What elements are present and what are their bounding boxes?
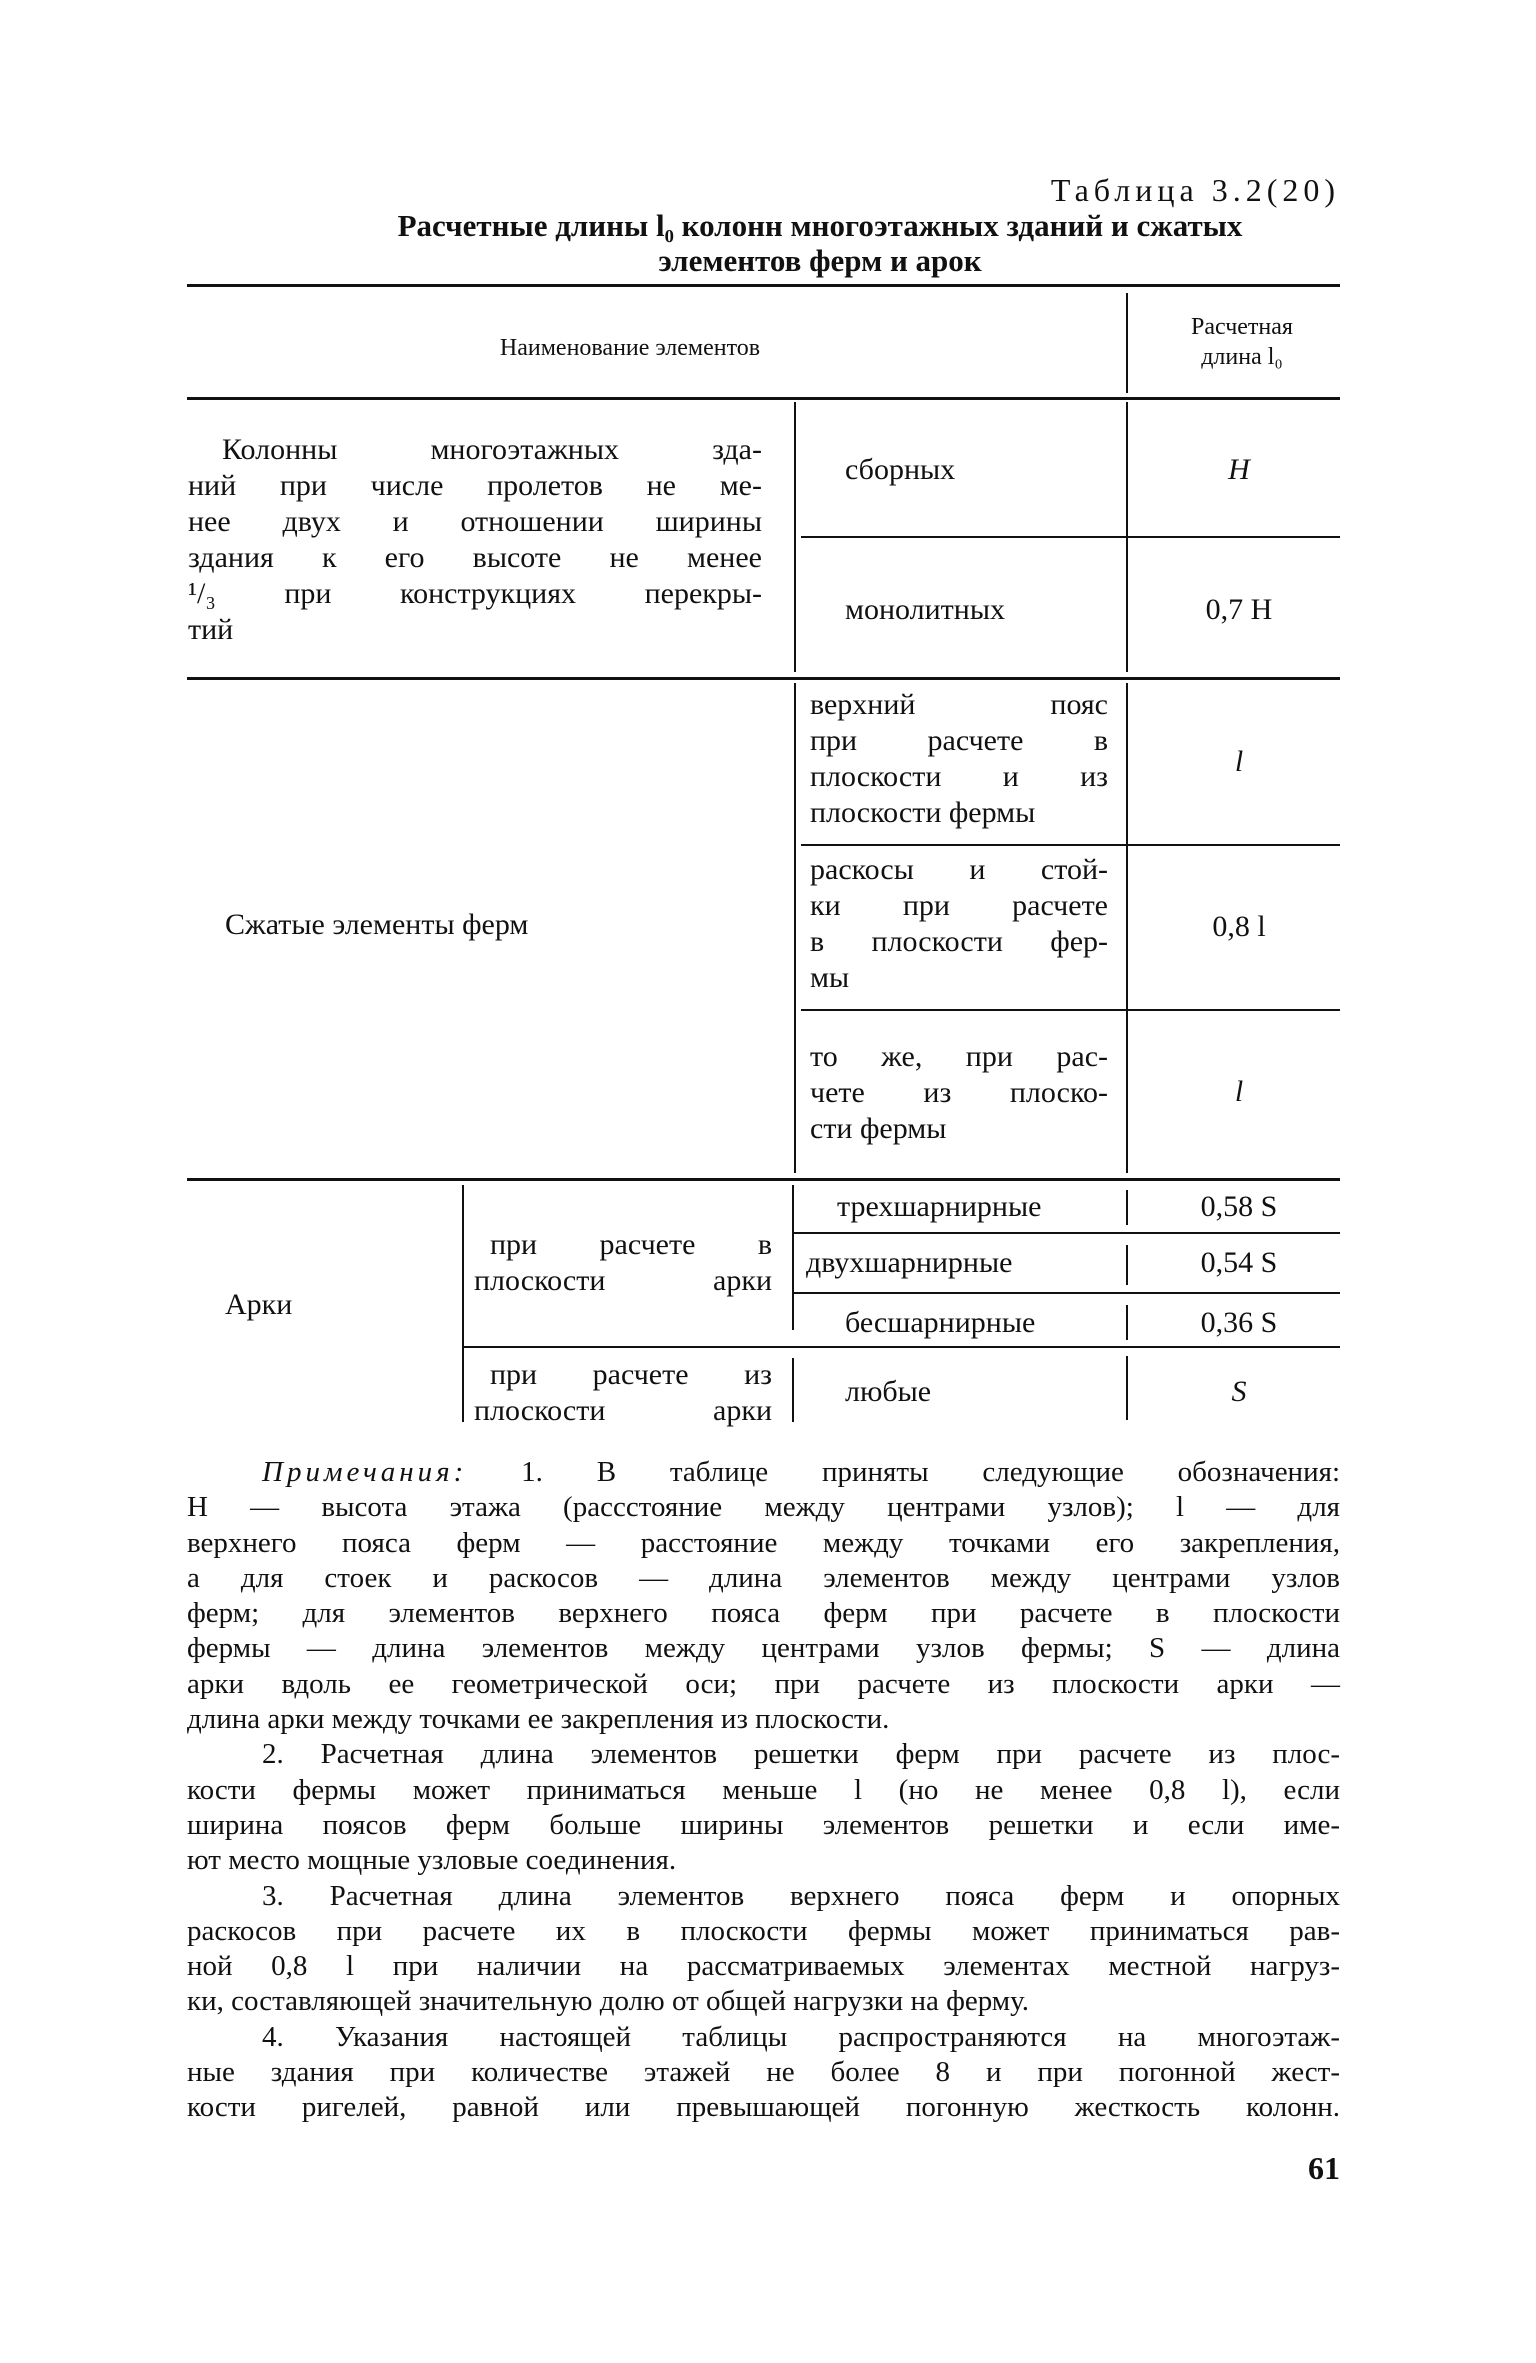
label-line: тий	[188, 613, 234, 646]
arch-out-plane-label	[474, 1357, 772, 1429]
row-type: любые	[845, 1375, 932, 1408]
divider	[801, 844, 1340, 846]
notes-heading: Примечания:	[262, 1456, 468, 1488]
label-line: раскосы и стой-	[810, 853, 1108, 886]
divider	[1126, 1245, 1128, 1285]
note-line: ют место мощные узловые соединения.	[187, 1844, 677, 1877]
label-line: здания к его высоте не менее	[188, 541, 762, 574]
divider	[1126, 683, 1128, 1173]
divider	[801, 1009, 1340, 1011]
row-value: H	[1228, 453, 1250, 486]
label-line: сти фермы	[810, 1112, 947, 1145]
label-line: ки при расчете	[810, 889, 1108, 922]
row-value: 0,54 S	[1200, 1246, 1278, 1279]
row-value: 0,7 H	[1205, 593, 1273, 626]
label-line: плоскости фермы	[810, 796, 1036, 829]
columns-group-label	[188, 432, 762, 648]
note-line: арки вдоль ее геометрической оси; при расчете из плоскости арки —	[187, 1667, 1340, 1700]
arch-in-plane-label	[474, 1227, 772, 1299]
divider	[792, 1292, 1340, 1294]
truss-row-label	[810, 852, 1108, 996]
note-line: 4. Указания настоящей таблицы распространяются на многоэтаж-	[262, 2020, 1340, 2053]
note-line: кости фермы может приниматься меньше l (но не менее 0,8 l), если	[187, 1773, 1340, 1806]
header-bottom-rule	[187, 397, 1340, 400]
label-line: при расчете из	[490, 1358, 772, 1391]
note-line: кости ригелей, равной или превышающей погонную жесткость колонн.	[187, 2091, 1340, 2124]
page-number: 61	[1308, 2150, 1340, 2186]
note-text: 1. В таблице приняты следующие обозначения:	[521, 1456, 1340, 1488]
row-value: l	[1234, 745, 1244, 778]
row-value: 0,8 l	[1212, 910, 1266, 943]
note-line: ки, составляющей значительную долю от общей нагрузки на ферму.	[187, 1985, 1030, 2018]
notes	[187, 1455, 1340, 2126]
header-element-name: Наименование элементов	[499, 335, 761, 361]
group-rule	[187, 677, 1340, 680]
divider	[1126, 1356, 1128, 1420]
note-line: H — высота этажа (рассстояние между центрами узлов); l — для	[187, 1491, 1340, 1524]
note-line: ные здания при количестве этажей не более 8 и при погонной жест-	[187, 2056, 1340, 2089]
note-line: ной 0,8 l при наличии на рассматриваемых элементах местной нагруз-	[187, 1950, 1340, 1983]
table-number: Таблица 3.2(20)	[1050, 172, 1340, 208]
label-line: чете из плоско-	[810, 1076, 1108, 1109]
divider	[462, 1185, 464, 1422]
truss-row-label	[810, 1039, 1108, 1147]
table-title-line2: элементов ферм и арок	[658, 243, 982, 278]
header-divider	[1126, 293, 1128, 393]
note-line: фермы — длина элементов между центрами узлов фермы; S — длина	[187, 1632, 1340, 1665]
divider	[794, 683, 796, 1173]
table-top-rule	[187, 284, 1340, 287]
note-line: ширина поясов ферм больше ширины элементов решетки и если име-	[187, 1808, 1340, 1841]
label-line: при расчете в	[810, 724, 1108, 757]
divider	[792, 1185, 794, 1330]
label-line: ¹/₃ при конструкциях перекры-	[188, 577, 762, 610]
divider	[1126, 1190, 1128, 1225]
row-value: l	[1234, 1075, 1244, 1108]
truss-group-label: Сжатые элементы ферм	[225, 908, 529, 941]
row-type: двухшарнирные	[806, 1246, 1013, 1279]
divider	[792, 1232, 1340, 1234]
label-line: при расчете в	[490, 1228, 772, 1261]
note-line: 2. Расчетная длина элементов решетки ферм при расчете из плос-	[262, 1738, 1340, 1771]
note-line: верхнего пояса ферм — расстояние между точками его закрепления,	[187, 1526, 1340, 1559]
label-line: плоскости арки	[474, 1264, 772, 1297]
divider	[462, 1346, 1340, 1348]
header-length-line2: длина l₀	[1201, 344, 1283, 370]
arch-group-label: Арки	[225, 1288, 293, 1321]
label-line: в плоскости фер-	[810, 925, 1108, 958]
label-line: плоскости арки	[474, 1394, 772, 1427]
truss-row-label	[810, 687, 1108, 831]
row-value: S	[1231, 1375, 1247, 1408]
divider	[792, 1358, 794, 1422]
label-line: Колонны многоэтажных зда-	[222, 433, 762, 466]
row-type: бесшарнирные	[845, 1306, 1036, 1339]
label-line: нее двух и отношении ширины	[188, 505, 762, 538]
table-title-line1: Расчетные длины l₀ колонн многоэтажных зданий и сжатых	[397, 208, 1243, 243]
note-line	[187, 1455, 1340, 1490]
divider	[1126, 1305, 1128, 1340]
divider	[794, 402, 796, 672]
label-line: мы	[810, 961, 850, 994]
note-line: раскосов при расчете их в плоскости фермы может приниматься рав-	[187, 1914, 1340, 1947]
row-value: 0,58 S	[1200, 1190, 1278, 1223]
label-line: плоскости и из	[810, 760, 1108, 793]
label-line: то же, при рас-	[810, 1040, 1108, 1073]
group-rule	[187, 1178, 1340, 1181]
note-line: длина арки между точками ее закрепления из плоскости.	[187, 1703, 890, 1736]
row-type: трехшарнирные	[837, 1190, 1042, 1223]
divider	[801, 536, 1340, 538]
row-value: 0,36 S	[1200, 1306, 1278, 1339]
note-line: 3. Расчетная длина элементов верхнего пояса ферм и опорных	[262, 1879, 1340, 1912]
header-length-line1: Расчетная	[1191, 314, 1293, 340]
label-line: ний при числе пролетов не ме-	[188, 469, 762, 502]
note-line: ферм; для элементов верхнего пояса ферм при расчете в плоскости	[187, 1597, 1340, 1630]
label-line: верхний пояс	[810, 688, 1108, 721]
note-line: а для стоек и раскосов — длина элементов между центрами узлов	[187, 1561, 1340, 1594]
row-type: монолитных	[845, 593, 1005, 626]
row-type: сборных	[845, 453, 956, 486]
